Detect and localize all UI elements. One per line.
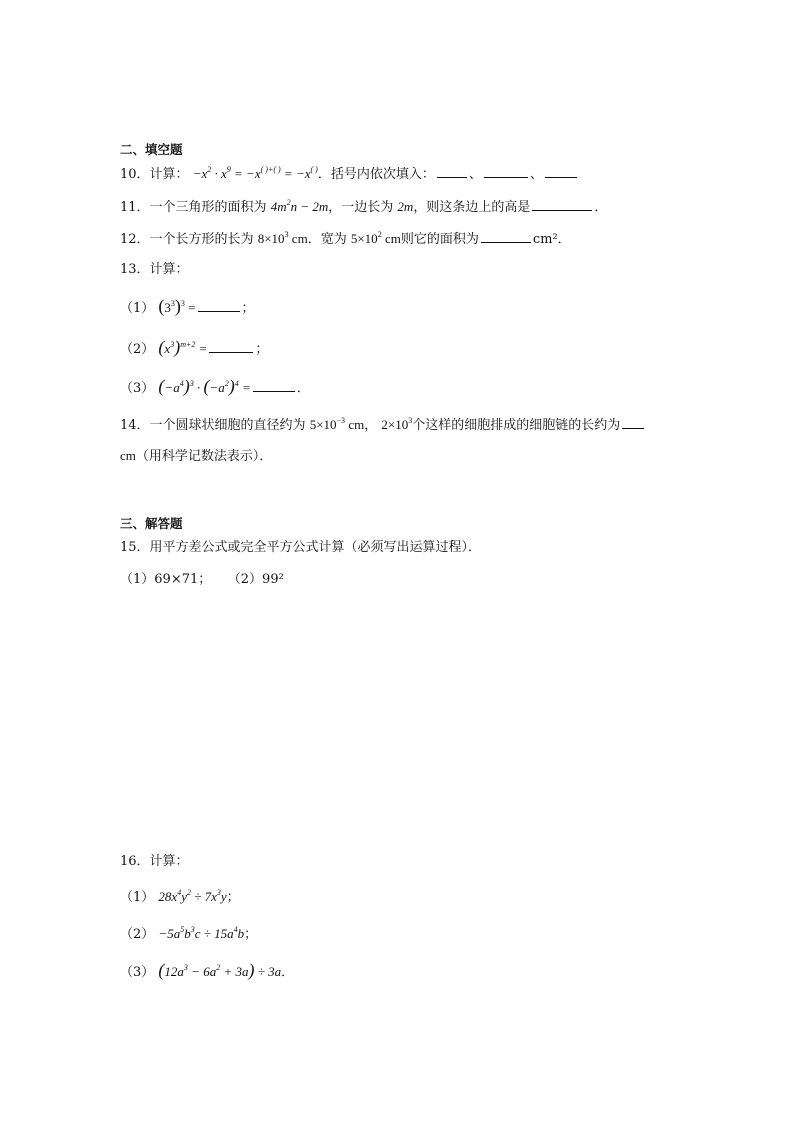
q15-p2: （2）99² bbox=[227, 572, 284, 587]
q10-blank-2[interactable] bbox=[484, 165, 528, 178]
q16-p2-label: （2） bbox=[120, 927, 155, 942]
q16-p2-expr: $-5a^5b^3c \div 15a^4b$ bbox=[158, 925, 245, 941]
q11-area-expr: $4m^2n - 2m$ bbox=[270, 198, 329, 214]
q13-p2-label: （2） bbox=[120, 342, 155, 357]
q15-number: 15． bbox=[120, 540, 150, 555]
q10-formula: $-x^2 \cdot x^9 = -x^{( )+( )} = -x^{( )}$ bbox=[192, 165, 318, 181]
q10-number: 10． bbox=[120, 167, 150, 182]
q13-p1-expr: $(3^3)^3$ = bbox=[158, 296, 196, 316]
q13-p1-label: （1） bbox=[120, 301, 155, 316]
q10-lead: 计算： bbox=[149, 167, 189, 182]
q14-count-expr: $2\times 10^3$ bbox=[381, 416, 413, 432]
q14-blank[interactable] bbox=[622, 416, 644, 429]
q11-blank[interactable] bbox=[532, 198, 592, 211]
q14-diameter-expr: $5\times 10^{-3}$ cm bbox=[309, 416, 365, 432]
q13-part-3: （3） $(-a^4)^3 \cdot (-a^2)^4$ = ． bbox=[120, 376, 310, 396]
q11-mid: ，一边长为 bbox=[328, 200, 394, 215]
question-14-line-2 bbox=[120, 446, 272, 467]
section-2-title: 二、填空题 bbox=[120, 142, 183, 157]
q11-side-expr: 2m bbox=[397, 199, 414, 214]
question-14 bbox=[120, 415, 646, 436]
section-3-title: 三、解答题 bbox=[120, 516, 183, 531]
q16-part-3: （3） $(12a^3 - 6a^2 + 3a) \div 3a$． bbox=[120, 960, 295, 980]
q16-part-2: $(2) -5a^5b^3c \div 15a^4b$； bbox=[120, 925, 258, 942]
q15-parts bbox=[120, 570, 284, 590]
q13-p3-label: （3） bbox=[120, 381, 155, 396]
q13-part-1: （1） $(3^3)^3$ = ； bbox=[120, 296, 255, 316]
q13-p2-expr: $(x^3)^{m+2}$ = bbox=[158, 337, 208, 357]
q15-text: 用平方差公式或完全平方公式计算（必须写出运算过程）． bbox=[149, 540, 482, 555]
q10-blank-3[interactable] bbox=[545, 165, 577, 178]
q16-p1-label: （1） bbox=[120, 890, 155, 905]
q16-number: 16． bbox=[120, 854, 150, 869]
q15-p1: （1）69×71； bbox=[120, 572, 212, 587]
q12-text: 一个长方形的长为 bbox=[149, 232, 254, 247]
q11-tail: ，则这条边上的高是 bbox=[413, 200, 531, 215]
q13-p3-blank[interactable] bbox=[253, 379, 295, 392]
question-15 bbox=[120, 538, 481, 558]
q12-width-expr: $5\times 10^2$ cm bbox=[350, 230, 401, 246]
q12-mid: ．宽为 bbox=[307, 232, 347, 247]
q14-number: 14． bbox=[120, 418, 150, 433]
question-11: 11．一个三角形的面积为 $4m^2n - 2m$，一边长为 2m，则这条边上的高是 ． bbox=[120, 198, 608, 215]
q12-blank[interactable] bbox=[481, 230, 531, 243]
question-10: 10．计算： $-x^2 \cdot x^9 = -x^{( )+( )} = -x^{( )}$．括号内依次填入： 、 、 bbox=[120, 164, 579, 185]
q13-p2-blank[interactable] bbox=[209, 340, 253, 353]
q16-p3-expr: $(12a^3 - 6a^2 + 3a) \div 3a$ bbox=[158, 960, 282, 980]
q14-mid: ， bbox=[364, 418, 378, 433]
q11-number: 11． bbox=[120, 200, 150, 215]
q13-part-2: （2） $(x^3)^{m+2}$ = ； bbox=[120, 337, 269, 357]
q13-p1-blank[interactable] bbox=[198, 299, 240, 312]
q10-tail: ．括号内依次填入： bbox=[317, 167, 435, 182]
q11-text: 一个三角形的面积为 bbox=[149, 200, 267, 215]
q14-unit: cm bbox=[120, 448, 136, 463]
question-16 bbox=[120, 852, 189, 872]
q13-text: 计算： bbox=[149, 262, 189, 277]
q14-text: 一个圆球状细胞的直径约为 bbox=[149, 418, 306, 433]
q14-line2: （用科学记数法表示）． bbox=[135, 449, 273, 464]
q12-tail: 则它的面积为 bbox=[400, 232, 479, 247]
question-13 bbox=[120, 260, 189, 280]
q10-blank-1[interactable] bbox=[437, 165, 467, 178]
q16-text: 计算： bbox=[149, 854, 189, 869]
q12-unit: cm² bbox=[532, 232, 558, 247]
q12-number: 12． bbox=[120, 232, 150, 247]
q16-part-1: （1） $28x^4y^2 \div 7x^3y$； bbox=[120, 888, 240, 905]
q16-p3-label: （3） bbox=[120, 965, 155, 980]
question-12: 12．一个长方形的长为 $8\times 10^3$ cm．宽为 $5\times 10^2$ cm则它的面积为 cm²． bbox=[120, 230, 571, 247]
q16-p1-expr: $28x^4y^2 \div 7x^3y$ bbox=[158, 888, 227, 904]
q14-tail: 个这样的细胞排成的细胞链的长约为 bbox=[412, 418, 621, 433]
q13-p3-expr: $(-a^4)^3 \cdot (-a^2)^4$ = bbox=[158, 376, 251, 396]
q12-length-expr: $8\times 10^3$ cm bbox=[257, 230, 308, 246]
q13-number: 13． bbox=[120, 262, 150, 277]
